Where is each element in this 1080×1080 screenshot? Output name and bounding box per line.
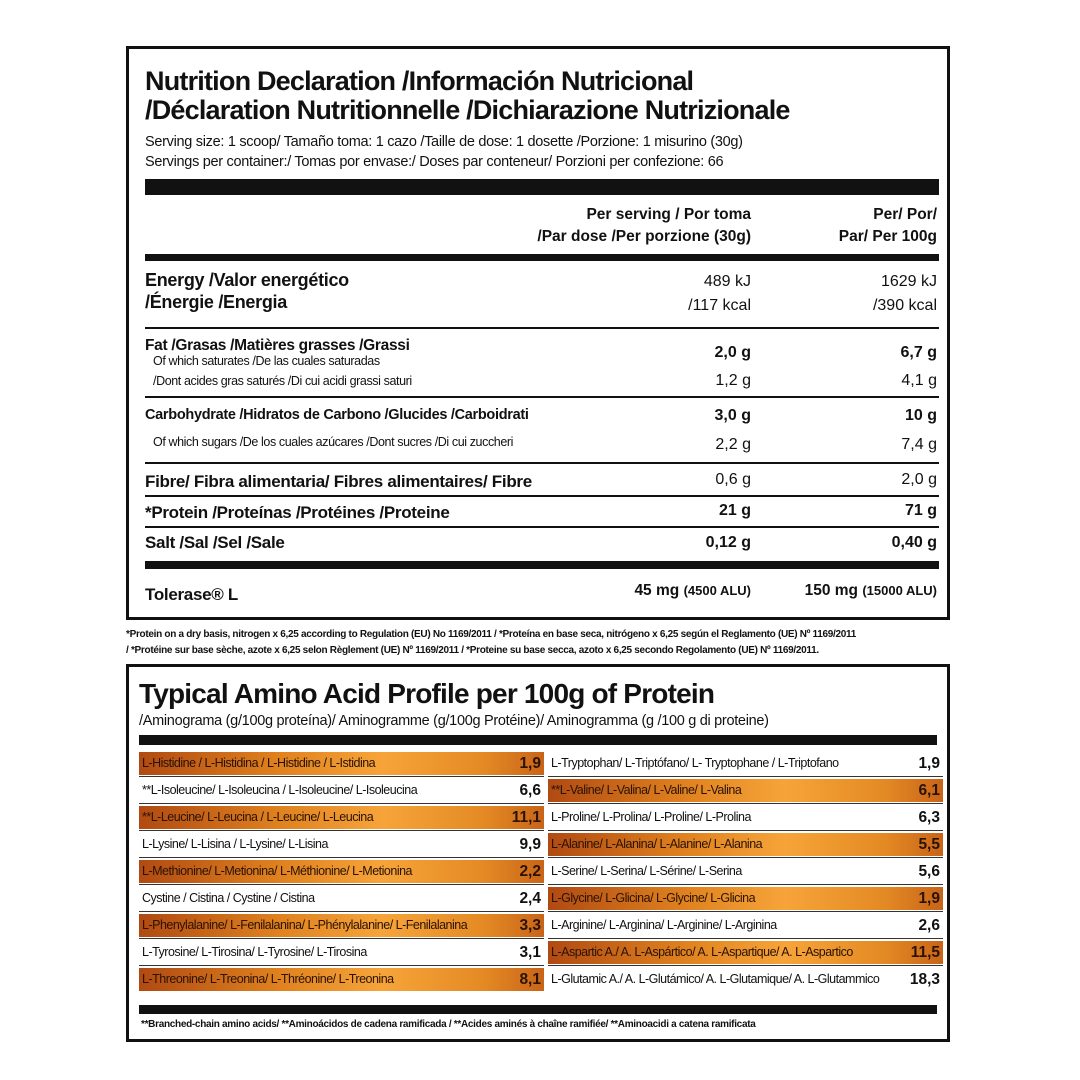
amino-row-divider (139, 911, 544, 912)
carbohydrate-per-100g: 10 g (904, 407, 937, 424)
amino-acid-value: 2,2 (519, 863, 541, 880)
amino-acid-profile-panel (126, 664, 950, 1042)
amino-acid-value: 2,6 (918, 917, 940, 934)
fat-per-100g: 6,7 g (900, 344, 937, 361)
amino-acid-name: L-Tyrosine/ L-Tirosina/ L-Tyrosine/ L-Tirosina (142, 945, 367, 959)
saturates-label-line2: /Dont acides gras saturés /Di cui acidi grassi saturi (153, 374, 412, 388)
amino-acid-value: 5,6 (918, 863, 940, 880)
servings-per-container-text: Servings per container:/ Tomas por envase:/ Doses par conteneur/ Porzioni per confezione: 66 (145, 154, 724, 170)
row-divider (145, 396, 939, 398)
amino-acid-value: 1,9 (918, 890, 940, 907)
amino-row-right (548, 833, 943, 856)
carbohydrate-label: Carbohydrate /Hidratos de Carbono /Glucides /Carboidrati (145, 407, 529, 423)
amino-row-divider (139, 803, 544, 804)
tolerase-label: Tolerase® L (145, 585, 238, 604)
protein-footnote-line2: / *Protéine sur base sèche, azote x 6,25 selon Règlement (UE) Nº 1169/2011 / *Proteine su base secca, azoto x 6,25 secondo Regolamento (UE) Nº 1169/2011. (126, 645, 819, 656)
amino-row-right (548, 860, 943, 883)
amino-row-divider (139, 776, 544, 777)
amino-acid-value: 3,3 (519, 917, 541, 934)
energy-per-100g-kcal: /390 kcal (872, 297, 937, 314)
amino-acid-value: 1,9 (918, 755, 940, 772)
amino-acid-name: L-Proline/ L-Prolina/ L-Proline/ L-Prolina (551, 810, 751, 824)
amino-acid-value: 6,3 (918, 809, 940, 826)
amino-acid-value: 6,6 (519, 782, 541, 799)
amino-row-divider (139, 938, 544, 939)
header-divider-bar (145, 179, 939, 195)
amino-acid-value: 5,5 (918, 836, 940, 853)
amino-row-left (139, 914, 544, 937)
column-header-divider (145, 254, 939, 261)
per-serving-header-line2: /Par dose /Per porzione (30g) (537, 228, 751, 245)
amino-row-left (139, 833, 544, 856)
per-100g-header-line1: Per/ Por/ (873, 206, 937, 223)
amino-acid-value: 11,1 (511, 809, 541, 826)
amino-acid-value: 18,3 (909, 971, 940, 988)
amino-acid-value: 3,1 (519, 944, 541, 961)
fat-per-serving: 2,0 g (714, 344, 751, 361)
amino-acid-name: L-Glutamic A./ A. L-Glutámico/ A. L-Glutamique/ A. L-Glutammico (551, 972, 880, 986)
row-divider (145, 327, 939, 329)
energy-per-100g-kj: 1629 kJ (880, 273, 937, 290)
amino-title: Typical Amino Acid Profile per 100g of Protein (139, 678, 715, 709)
tolerase-per-100g-value: 150 mg (804, 582, 859, 599)
salt-label: Salt /Sal /Sel /Sale (145, 533, 285, 552)
amino-acid-name: **L-Leucine/ L-Leucina / L-Leucine/ L-Leucina (142, 810, 374, 824)
amino-acid-name: L-Histidine / L-Histidina / L-Histidine / L-Istidina (142, 756, 376, 770)
amino-acid-name: L-Aspartic A./ A. L-Aspártico/ A. L-Aspartique/ A. L-Aspartico (551, 945, 853, 959)
amino-acid-name: L-Methionine/ L-Metionina/ L-Méthionine/ L-Metionina (142, 864, 412, 878)
saturates-label-line1: Of which saturates /De las cuales saturadas (153, 354, 380, 368)
sugars-per-100g: 7,4 g (901, 436, 937, 453)
protein-label: *Protein /Proteínas /Protéines /Proteine (145, 503, 450, 522)
amino-row-left (139, 860, 544, 883)
energy-per-serving-kj: 489 kJ (703, 273, 751, 290)
amino-acid-name: L-Phenylalanine/ L-Fenilalanina/ L-Phénylalanine/ L-Fenilalanina (142, 918, 468, 932)
sugars-label: Of which sugars /De los cuales azúcares /Dont sucres /Di cui zuccheri (153, 435, 514, 449)
amino-row-left (139, 968, 544, 991)
amino-row-left (139, 779, 544, 802)
tolerase-per-100g-alu: (15000 ALU) (862, 583, 937, 598)
row-divider (145, 526, 939, 528)
amino-acid-name: L-Tryptophan/ L-Triptófano/ L- Tryptophane / L-Triptofano (551, 756, 839, 770)
amino-subtitle: /Aminograma (g/100g proteína)/ Aminogramme (g/100g Protéine)/ Aminogramma (g /100 g di proteine) (139, 713, 769, 729)
amino-row-right (548, 914, 943, 937)
fibre-label: Fibre/ Fibra alimentaria/ Fibres alimentaires/ Fibre (145, 472, 532, 491)
salt-divider-bar (145, 561, 939, 569)
amino-row-divider (548, 830, 943, 831)
protein-per-100g: 71 g (904, 502, 937, 519)
amino-acid-value: 6,1 (918, 782, 940, 799)
row-divider (145, 495, 939, 497)
energy-label-line2: /Énergie /Energia (145, 292, 287, 312)
amino-row-left (139, 887, 544, 910)
nutrition-declaration-panel (126, 46, 950, 620)
per-serving-header-line1: Per serving / Por toma (586, 206, 751, 223)
amino-row-divider (139, 884, 544, 885)
amino-row-left (139, 752, 544, 775)
amino-row-right (548, 941, 943, 964)
amino-header-bar (139, 735, 937, 745)
amino-acid-name: L-Threonine/ L-Treonina/ L-Thréonine/ L-Treonina (142, 972, 394, 986)
amino-row-divider (139, 965, 544, 966)
nutrition-title-line1: Nutrition Declaration /Información Nutricional (145, 66, 694, 96)
amino-row-right (548, 968, 943, 991)
amino-row-divider (548, 857, 943, 858)
amino-acid-value: 9,9 (519, 836, 541, 853)
amino-row-right (548, 806, 943, 829)
energy-per-serving-kcal: /117 kcal (688, 297, 751, 314)
amino-row-right (548, 887, 943, 910)
amino-row-divider (548, 884, 943, 885)
per-100g-header-line2: Par/ Per 100g (838, 228, 937, 245)
amino-acid-name: **L-Isoleucine/ L-Isoleucina / L-Isoleucine/ L-Isoleucina (142, 783, 418, 797)
amino-row-divider (548, 803, 943, 804)
amino-row-left (139, 941, 544, 964)
amino-acid-name: L-Alanine/ L-Alanina/ L-Alanine/ L-Alanina (551, 837, 763, 851)
bcaa-footnote: **Branched-chain amino acids/ **Aminoácidos de cadena ramificada / **Acides aminés à chaîne ramifiée/ **Aminoacidi a catena ramificata (141, 1019, 756, 1030)
amino-row-divider (548, 938, 943, 939)
amino-row-divider (548, 911, 943, 912)
amino-row-left (139, 806, 544, 829)
amino-row-divider (139, 857, 544, 858)
row-divider (145, 462, 939, 464)
tolerase-per-serving-value: 45 mg (634, 582, 680, 599)
protein-per-serving: 21 g (718, 502, 751, 519)
amino-row-divider (139, 830, 544, 831)
amino-acid-value: 2,4 (519, 890, 541, 907)
amino-acid-name: L-Glycine/ L-Glicina/ L-Glycine/ L-Glicina (551, 891, 756, 905)
sugars-per-serving: 2,2 g (715, 436, 751, 453)
amino-acid-name: L-Serine/ L-Serina/ L-Sérine/ L-Serina (551, 864, 742, 878)
amino-row-right (548, 779, 943, 802)
tolerase-per-100g (805, 582, 937, 600)
amino-acid-name: L-Arginine/ L-Arginina/ L-Arginine/ L-Arginina (551, 918, 777, 932)
amino-acid-value: 8,1 (519, 971, 541, 988)
saturates-per-serving: 1,2 g (715, 372, 751, 389)
protein-footnote-line1: *Protein on a dry basis, nitrogen x 6,25 according to Regulation (EU) No 1169/2011 / *Proteína en base seca, nitrógeno x 6,25 según el Reglamento (UE) Nº 1169/2011 (126, 629, 857, 640)
saturates-per-100g: 4,1 g (901, 372, 937, 389)
amino-acid-value: 1,9 (519, 755, 541, 772)
tolerase-per-serving (634, 582, 751, 600)
salt-per-100g: 0,40 g (891, 534, 937, 551)
tolerase-per-serving-alu: (4500 ALU) (683, 583, 751, 598)
nutrition-title-line2: /Déclaration Nutritionnelle /Dichiarazione Nutrizionale (145, 95, 790, 125)
amino-footer-bar (139, 1005, 937, 1014)
salt-per-serving: 0,12 g (705, 534, 751, 551)
energy-label-line1: Energy /Valor energético (145, 270, 349, 290)
amino-row-divider (548, 965, 943, 966)
amino-acid-name: Cystine / Cistina / Cystine / Cistina (142, 891, 315, 905)
serving-size-text: Serving size: 1 scoop/ Tamaño toma: 1 cazo /Taille de dose: 1 dosette /Porzione: 1 misurino (30g) (145, 134, 743, 150)
amino-acid-value: 11,5 (910, 944, 940, 961)
amino-row-divider (548, 776, 943, 777)
fibre-per-serving: 0,6 g (715, 471, 751, 488)
amino-acid-name: **L-Valine/ L-Valina/ L-Valine/ L-Valina (551, 783, 742, 797)
amino-acid-name: L-Lysine/ L-Lisina / L-Lysine/ L-Lisina (142, 837, 328, 851)
fat-label: Fat /Grasas /Matières grasses /Grassi (145, 337, 410, 354)
amino-row-right (548, 752, 943, 775)
fibre-per-100g: 2,0 g (901, 471, 937, 488)
carbohydrate-per-serving: 3,0 g (714, 407, 751, 424)
